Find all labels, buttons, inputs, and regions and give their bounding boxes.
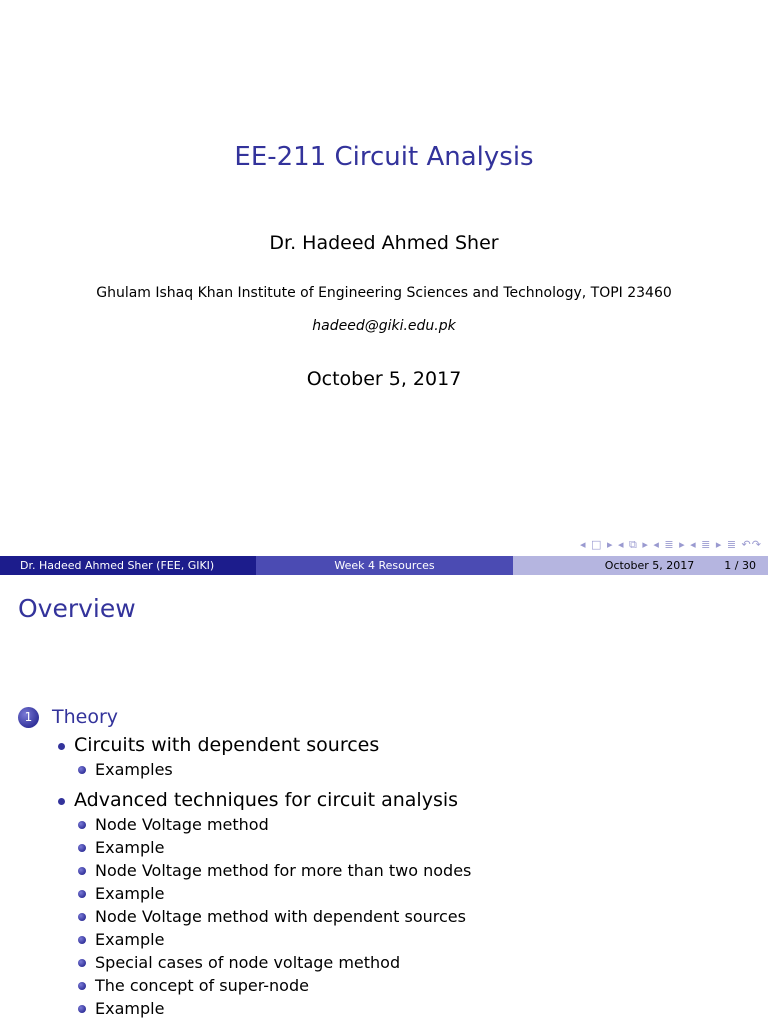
toc-section[interactable]: [18, 702, 471, 732]
overview-title: Overview: [18, 594, 136, 623]
institute-name: Ghulam Ishaq Khan Institute of Engineering Sciences and Technology, TOPI 23460: [96, 285, 672, 301]
toc-subsubsection[interactable]: The concept of super-node: [76, 974, 471, 997]
footer-date: October 5, 2017: [604, 559, 695, 572]
toc-subsubsection[interactable]: Node Voltage method: [76, 813, 471, 836]
footer-short-title: Week 4 Resources: [256, 556, 513, 575]
toc-subsubsection[interactable]: Example: [76, 836, 471, 859]
footer-page-number: 1 / 30: [724, 559, 756, 572]
author-name: Dr. Hadeed Ahmed Sher: [269, 232, 499, 254]
footer-info: [513, 556, 768, 575]
toc-subsubsection[interactable]: Special cases of node voltage method: [76, 951, 471, 974]
section-number-ball: 1: [18, 707, 39, 728]
table-of-contents: [18, 702, 471, 1020]
toc-subsubsection[interactable]: Node Voltage method with dependent sources: [76, 905, 471, 928]
section-label: Theory: [52, 706, 119, 728]
author-email: hadeed@giki.edu.pk: [312, 318, 456, 334]
toc-subsubsection[interactable]: Example: [76, 928, 471, 951]
toc-subsubsection[interactable]: Example: [76, 997, 471, 1020]
beamer-navigation-icons[interactable]: ◂ □ ▸ ◂ ⧉ ▸ ◂ ≣ ▸ ◂ ≣ ▸ ≣ ↶↷: [580, 538, 762, 551]
presentation-date: October 5, 2017: [306, 368, 462, 390]
toc-subsubsection[interactable]: Examples: [76, 758, 471, 781]
presentation-title: EE-211 Circuit Analysis: [234, 142, 534, 172]
slide-footer: [0, 556, 768, 575]
overview-slide: [0, 578, 768, 1024]
toc-subsubsection[interactable]: Node Voltage method for more than two nodes: [76, 859, 471, 882]
toc-subsection[interactable]: Advanced techniques for circuit analysis: [56, 787, 471, 813]
toc-subsubsection[interactable]: Example: [76, 882, 471, 905]
footer-author: Dr. Hadeed Ahmed Sher (FEE, GIKI): [0, 556, 256, 575]
toc-subsection[interactable]: Circuits with dependent sources: [56, 732, 471, 758]
